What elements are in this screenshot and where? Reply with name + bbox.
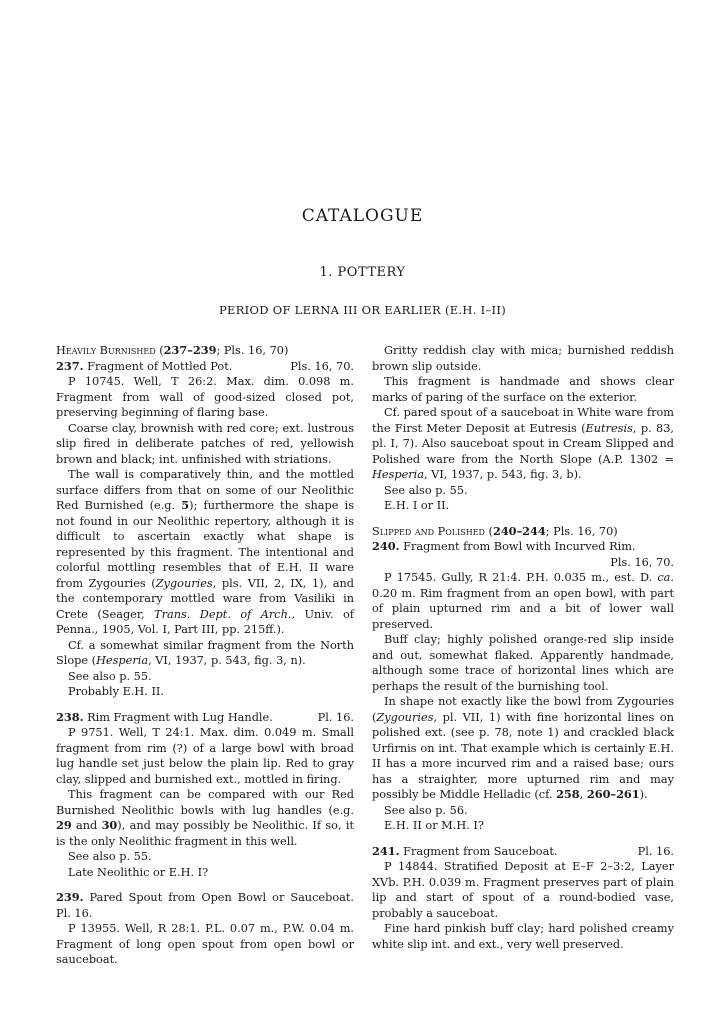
entry-discussion: This fragment can be compared with our Red Burnished Neolithic bowls with lug handles (e.g. 29 and 30), and may possibly be Neolithic. If so, it is the only Neolithic fragment in this well. [56,788,354,848]
entry-description: P 10745. Well, T 26:2. Max. dim. 0.098 m. Fragment from wall of good-sized closed pot, preserving beginning of flaring base. [56,375,354,419]
section-heading: 1. POTTERY [319,265,406,280]
entry-comparison: Cf. a somewhat similar fragment from the North Slope (Hesperia, VI, 1937, p. 543, fig. 3, n). [56,638,354,667]
entry-date: Late Neolithic or E.H. I? [68,865,209,879]
entry-description: P 9751. Well, T 24:1. Max. dim. 0.049 m. Small fragment from rim (?) of a large bowl with broad lug handle set just below the plain lip. Red to gray clay, slipped and burnished ext., mottled in firing. [56,726,354,786]
entry-description: P 14844. Stratified Deposit at E–F 2–3:2, Layer XVb. P.H. 0.039 m. Fragment preserves part of plain lip and start of spout of a round-bodied vase, probably a sauceboat. [372,860,674,920]
entry-comparison: Cf. pared spout of a sauceboat in White ware from the First Meter Deposit at Eutresis (Eutresis, p. 83, pl. I, 7). Also sauceboat spout in Cream Slipped and Polished ware from the North Slope (A.P. 1302 = Hesperia, VI, 1937, p. 543, fig. 3, b). [372,406,674,481]
page-title: CATALOGUE [301,206,424,226]
group-heading-heavily-burnished: Heavily Burnished (237–239; Pls. 16, 70) [56,343,289,357]
group-heading-slipped-and-polished: Slipped and Polished (240–244; Pls. 16, 70) [372,523,618,538]
right-column [372,343,674,952]
entry-date: E.H. II or M.H. I? [384,819,484,832]
entry-title: 241. Fragment from Sauceboat. Pl. 16. [372,843,674,858]
entry-title: 239. Pared Spout from Open Bowl or Sauceboat. Pl. 16. [56,890,354,920]
catalogue-entry-237 [56,359,354,700]
left-column [56,343,354,968]
entry-title: 240. Fragment from Bowl with Incurved Rim. [372,539,636,553]
entry-date: Probably E.H. II. [68,685,164,698]
catalogue-entry-238 [56,710,354,881]
entry-description: P 13955. Well, R 28:1. P.L. 0.07 m., P.W. 0.04 m. Fragment of long open spout from open bowl or sauceboat. [56,922,354,966]
catalogue-entry-239-continued [372,343,674,514]
entry-see-also: See also p. 55. [68,669,152,683]
entry-note: This fragment is handmade and shows clear marks of paring of the surface on the exterior. [372,375,674,404]
entry-fabric: Gritty reddish clay with mica; burnished reddish brown slip outside. [372,344,674,373]
entry-title: 238. Rim Fragment with Lug Handle. Pl. 16. [56,709,354,724]
entry-plates: Pls. 16, 70. [610,555,674,569]
entry-see-also: See also p. 55. [68,850,152,863]
entry-see-also: See also p. 55. [384,483,468,497]
catalogue-entry-240 [372,539,674,834]
catalogue-entry-239 [56,890,354,968]
entry-fabric: Coarse clay, brownish with red core; ext. lustrous slip fired in deliberate patches of red, yellowish brown and black; int. unfinished with striations. [56,421,354,466]
entry-discussion: In shape not exactly like the bowl from Zygouries (Zygouries, pl. VII, 1) with fine horizontal lines on polished ext. (see p. 78, note 1) and crackled black Urfirnis on int. That example which is certainly E.H. II has a more incurved rim and a raised base; ours has a straighter, more upturned rim and may possibly be Middle Helladic (cf. 258, 260–261). [372,695,674,801]
entry-see-also: See also p. 56. [384,803,468,817]
catalogue-entry-241 [372,844,674,953]
entry-description: P 17545. Gully, R 21:4. P.H. 0.035 m., est. D. ca. 0.20 m. Rim fragment from an open bowl, with part of plain upturned rim and a bit of lower wall preserved. [372,571,674,631]
period-heading: PERIOD OF LERNA III OR EARLIER (E.H. I–II) [218,303,507,317]
entry-date: E.H. I or II. [384,499,450,512]
entry-title: 237. Fragment of Mottled Pot. Pls. 16, 70. [56,358,354,373]
entry-fabric: Buff clay; highly polished orange-red slip inside and out, somewhat flaked. Apparently handmade, although some trace of horizontal lines which are perhaps the result of the burnishing tool. [372,633,674,693]
entry-fabric: Fine hard pinkish buff clay; hard polished creamy white slip int. and ext., very well preserved. [372,922,674,951]
entry-discussion: The wall is comparatively thin, and the mottled surface differs from that on some of our Neolithic Red Burnished (e.g. 5); furthermore the shape is not found in our Neolithic repertory, although it is difficult to ascertain exactly what shape is represented by this fragment. The intentional and colorful mottling resembles that of E.H. II ware from Zygouries (Zygouries, pls. VII, 2, IX, 1), and the contemporary mottled ware from Vasiliki in Crete (Seager, Trans. Dept. of Arch., Univ. of Penna., 1905, Vol. I, Part III, pp. 215ff.). [56,468,355,636]
